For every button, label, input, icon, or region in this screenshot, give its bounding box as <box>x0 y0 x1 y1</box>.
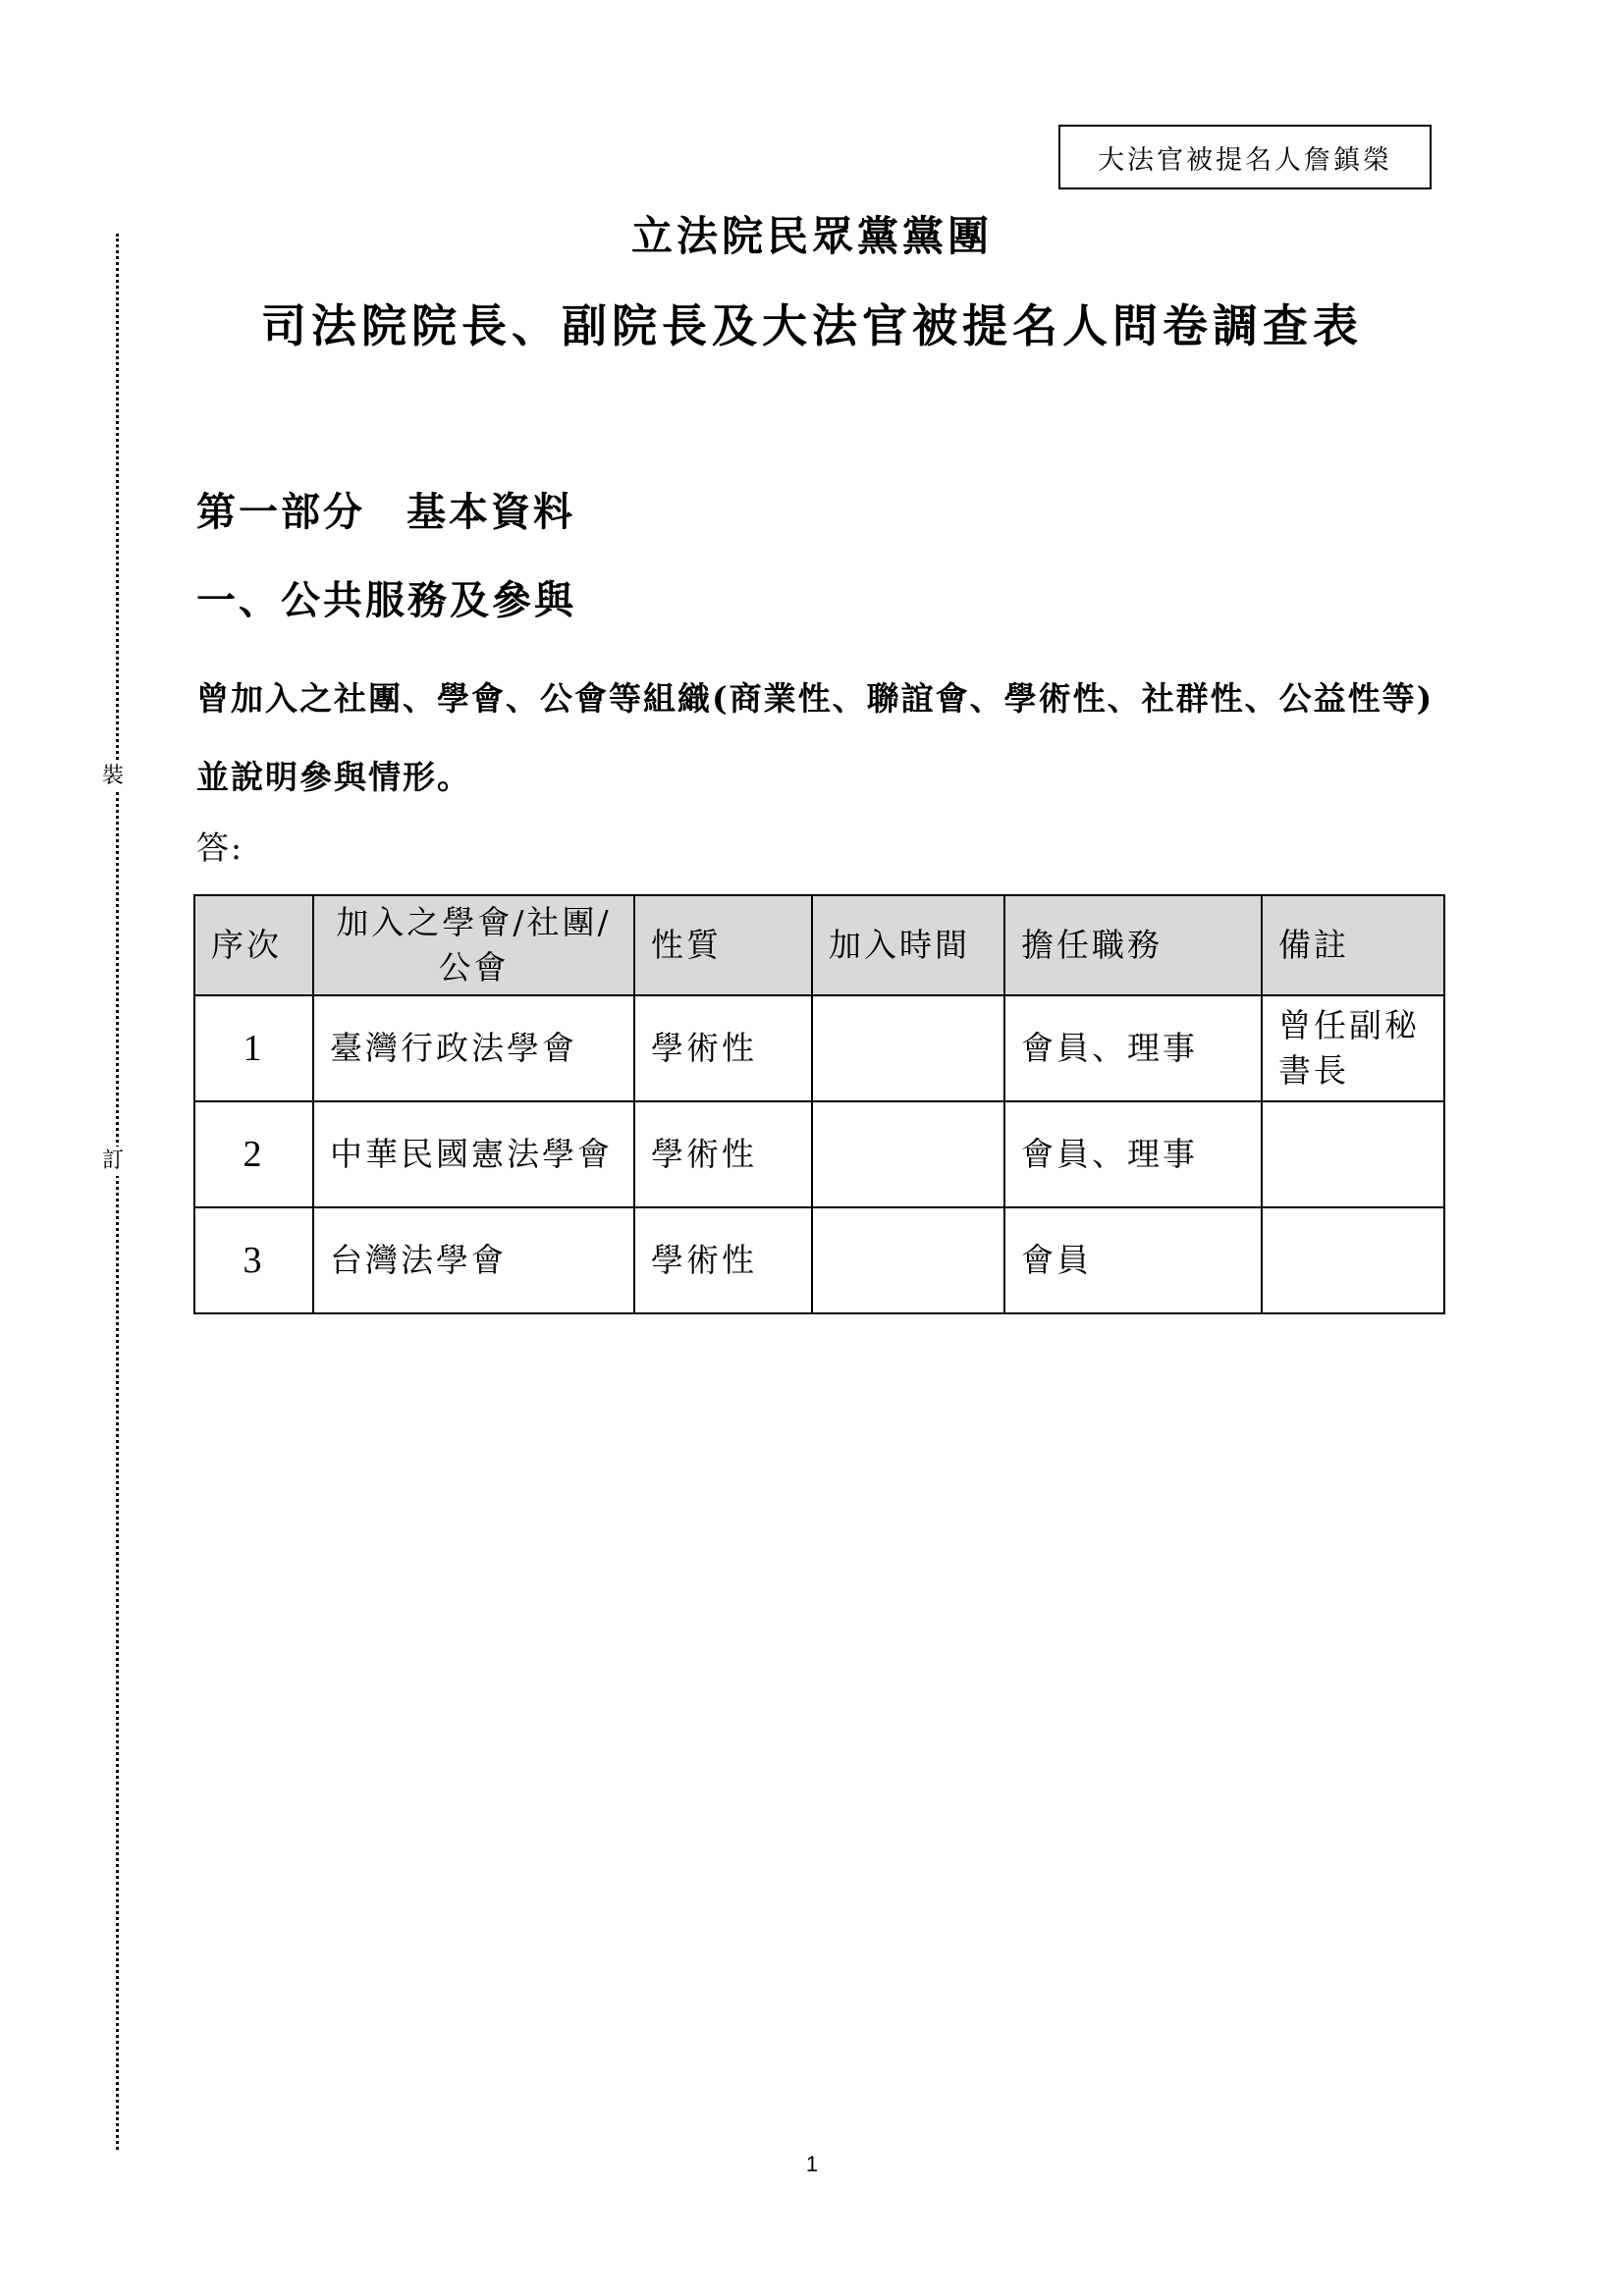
cell-join-date <box>812 1101 1004 1207</box>
table-row <box>194 1101 1444 1207</box>
cell-seq: 3 <box>194 1207 313 1313</box>
cell-role: 會員、理事 <box>1004 995 1262 1101</box>
part-heading-name: 基本資料 <box>406 489 575 535</box>
cell-seq: 1 <box>194 995 313 1101</box>
part-heading <box>196 481 575 537</box>
survey-title: 司法院院長、副院長及大法官被提名人問卷調查表 <box>261 299 1363 352</box>
table-row <box>194 1207 1444 1313</box>
cell-note: 曾任副秘書長 <box>1262 995 1444 1101</box>
caucus-title: 立法院民眾黨黨團 <box>630 212 993 260</box>
cell-organization: 台灣法學會 <box>313 1207 634 1313</box>
question-text: 曾加入之社團、學會、公會等組織(商業性、聯誼會、學術性、社群性、公益性等)並說明參與情形。 <box>196 679 1435 796</box>
cell-nature: 學術性 <box>634 995 812 1101</box>
cell-note <box>1262 1207 1444 1313</box>
organization-table <box>193 894 1445 1314</box>
binding-char-bottom: 訂 <box>102 1147 124 1176</box>
header-note: 備註 <box>1262 895 1444 995</box>
cell-role: 會員、理事 <box>1004 1101 1262 1207</box>
cell-organization: 中華民國憲法學會 <box>313 1101 634 1207</box>
header-organization: 加入之學會/社團/公會 <box>313 895 634 995</box>
page-number: 1 <box>805 2152 819 2176</box>
header-join-date: 加入時間 <box>812 895 1004 995</box>
header-nature: 性質 <box>634 895 812 995</box>
cell-nature: 學術性 <box>634 1101 812 1207</box>
header-role: 擔任職務 <box>1004 895 1262 995</box>
cell-role: 會員 <box>1004 1207 1262 1313</box>
cell-note <box>1262 1101 1444 1207</box>
part-heading-label: 第一部分 <box>196 489 365 535</box>
answer-label: 答: <box>196 828 244 867</box>
table-row <box>194 995 1444 1101</box>
cell-join-date <box>812 1207 1004 1313</box>
cell-nature: 學術性 <box>634 1207 812 1313</box>
section-heading: 一、公共服務及參與 <box>196 577 576 623</box>
cell-organization: 臺灣行政法學會 <box>313 995 634 1101</box>
binding-char-top: 裝 <box>102 762 124 791</box>
table-header-row <box>194 895 1444 995</box>
nominee-label-box: 大法官被提名人詹鎮榮 <box>1058 125 1432 189</box>
cell-join-date <box>812 995 1004 1101</box>
cell-seq: 2 <box>194 1101 313 1207</box>
header-seq: 序次 <box>194 895 313 995</box>
binding-margin-line <box>116 234 119 2150</box>
